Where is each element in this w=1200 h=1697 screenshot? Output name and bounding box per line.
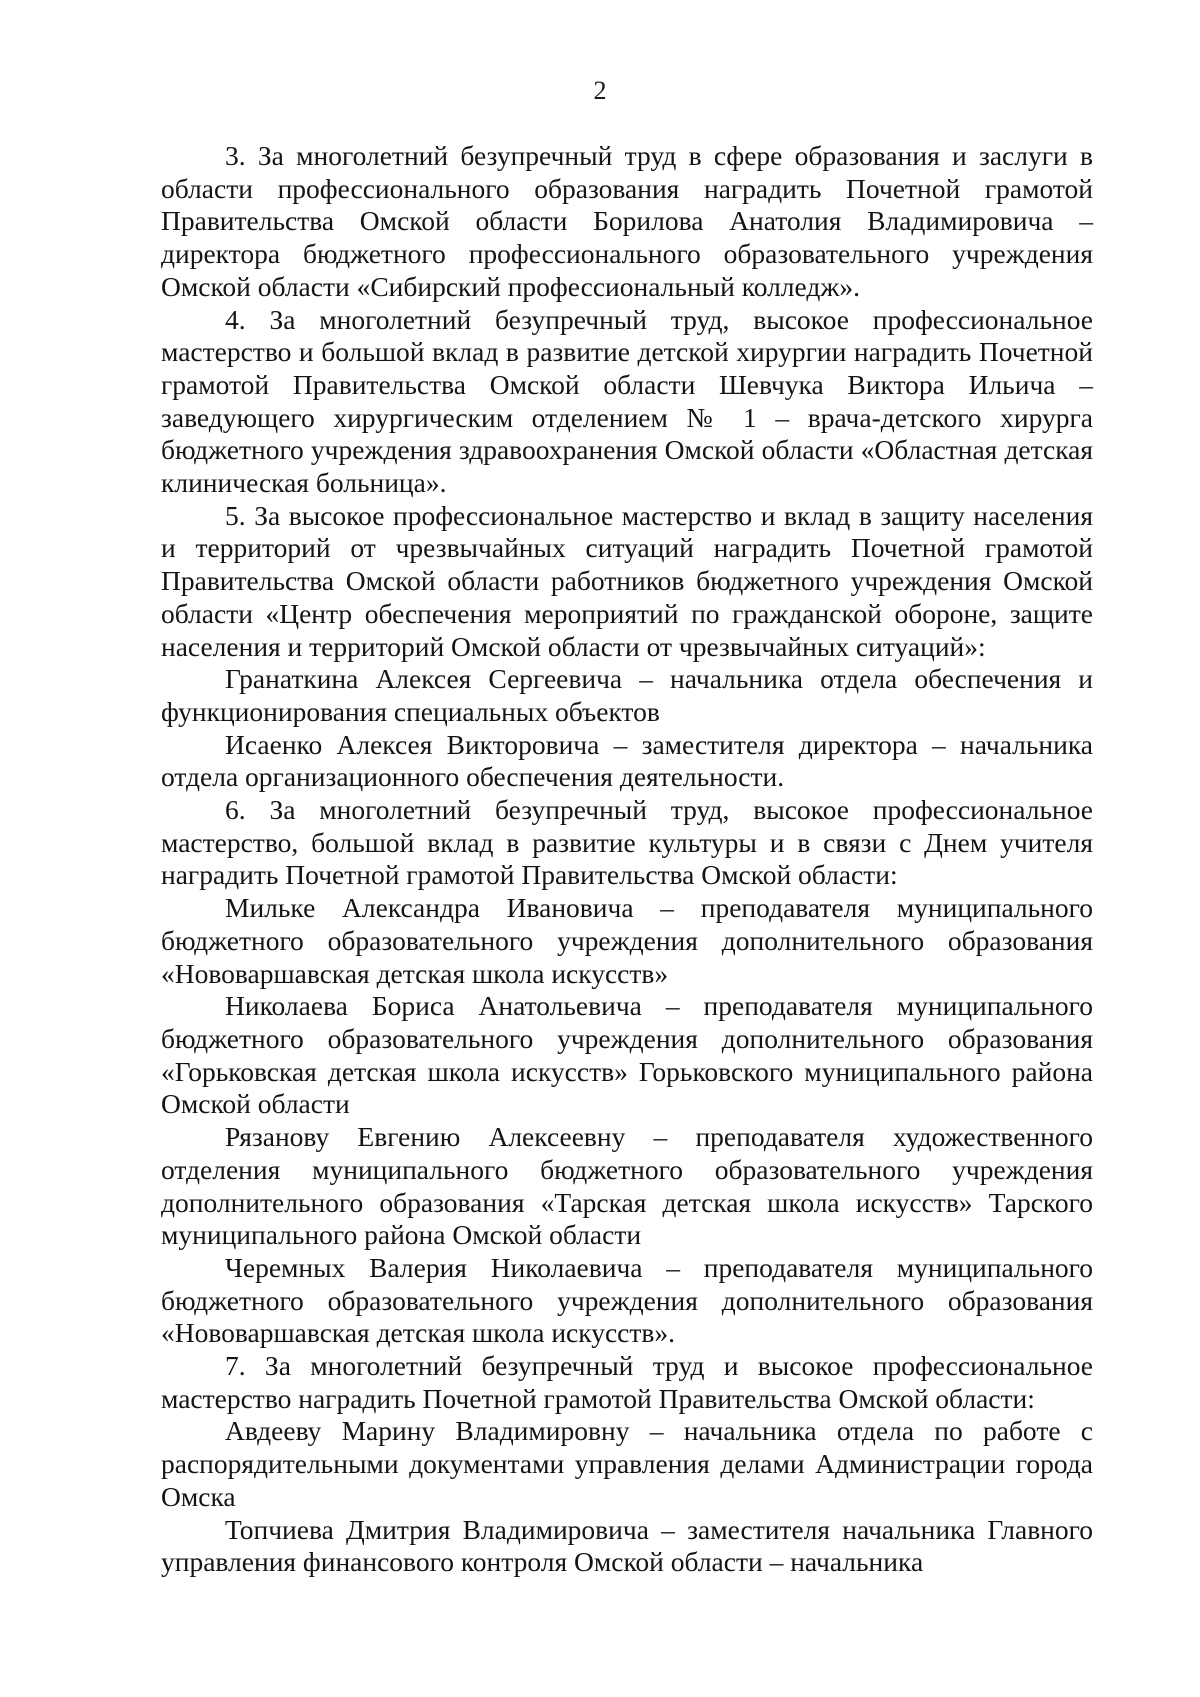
awardee-granatkin: Гранаткина Алексея Сергеевича – начальника отдела обеспечения и функционирования специальных объектов — [161, 663, 1093, 727]
paragraph-item-4: 4. За многолетний безупречный труд, высокое профессиональное мастерство и большой вклад в развитие детской хирургии наградить Почетной грамотой Правительства Омской области Шевчука Виктора Ильича – заведующего хирургическим отделением № 1 – врача-детского хирурга бюджетного учреждения здравоохранения Омской области «Областная детская клиническая больница». — [161, 303, 1093, 499]
page-number: 2 — [593, 76, 607, 105]
awardee-isaenko: Исаенко Алексея Викторовича – заместителя директора – начальника отдела организационного обеспечения деятельности. — [161, 728, 1093, 793]
awardee-nikolaev: Николаева Бориса Анатольевича – преподавателя муниципального бюджетного образовательного учреждения дополнительного образования «Горьковская детская школа искусств» Горьковского муниципального района Омской области — [161, 990, 1093, 1120]
paragraph-item-6: 6. За многолетний безупречный труд, высокое профессиональное мастерство, большой вклад в развитие культуры и в связи с Днем учителя наградить Почетной грамотой Правительства Омской области: — [161, 794, 1093, 891]
document-body — [161, 140, 1093, 1579]
awardee-avdeeva: Авдееву Марину Владимировну – начальника отдела по работе с распорядительными документами управления делами Администрации города Омска — [161, 1415, 1093, 1512]
paragraph-item-5: 5. За высокое профессиональное мастерство и вклад в защиту населения и территорий от чрезвычайных ситуаций наградить Почетной грамотой Правительства Омской области работников бюджетного учреждения Омской области «Центр обеспечения мероприятий по гражданской обороне, защите населения и территорий Омской области от чрезвычайных ситуаций»: — [161, 499, 1093, 662]
awardee-cheremnykh: Черемных Валерия Николаевича – преподавателя муниципального бюджетного образовательного учреждения дополнительного образования «Нововаршавская детская школа искусств». — [161, 1251, 1093, 1349]
awardee-milke: Мильке Александра Ивановича – преподавателя муниципального бюджетного образовательного учреждения дополнительного образования «Нововаршавская детская школа искусств» — [161, 892, 1093, 989]
awardee-ryazanova: Рязанову Евгению Алексеевну – преподавателя художественного отделения муниципального бюджетного образовательного учреждения дополнительного образования «Тарская детская школа искусств» Тарского муниципального района Омской области — [161, 1121, 1093, 1251]
paragraph-item-3: 3. За многолетний безупречный труд в сфере образования и заслуги в области профессионального образования наградить Почетной грамотой Правительства Омской области Борилова Анатолия Владимировича – директора бюджетного профессионального образовательного учреждения Омской области «Сибирский профессиональный колледж». — [161, 140, 1093, 302]
paragraph-item-7: 7. За многолетний безупречный труд и высокое профессиональное мастерство наградить Почетной грамотой Правительства Омской области: — [161, 1350, 1093, 1414]
awardee-topchiev: Топчиева Дмитрия Владимировича – заместителя начальника Главного управления финансового контроля Омской области – начальника — [161, 1513, 1093, 1578]
